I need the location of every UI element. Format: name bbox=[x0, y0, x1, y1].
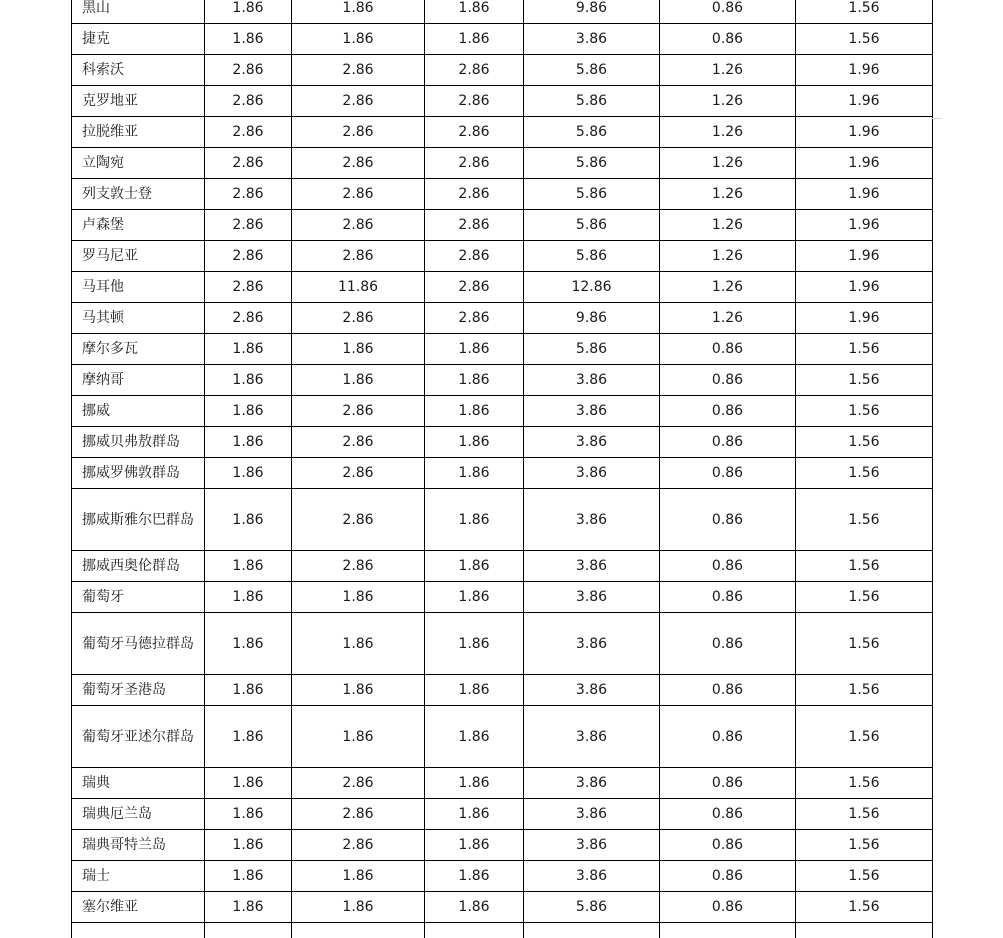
region-name-cell: 摩尔多瓦 bbox=[72, 334, 205, 365]
rate-cell: 2.86 bbox=[292, 55, 425, 86]
rate-cell: 1.26 bbox=[660, 117, 796, 148]
table-row bbox=[72, 861, 933, 892]
table-row bbox=[72, 923, 933, 938]
rate-cell: 2.86 bbox=[425, 55, 524, 86]
rate-cell bbox=[205, 923, 292, 938]
rate-cell: 1.86 bbox=[425, 830, 524, 861]
rate-cell: 1.86 bbox=[292, 892, 425, 923]
table-row bbox=[72, 0, 933, 24]
rate-cell: 3.86 bbox=[524, 799, 660, 830]
table-row bbox=[72, 241, 933, 272]
rate-cell: 1.86 bbox=[205, 551, 292, 582]
rate-cell: 1.86 bbox=[425, 489, 524, 551]
table-row bbox=[72, 272, 933, 303]
rate-cell: 1.86 bbox=[205, 892, 292, 923]
rate-cell: 1.86 bbox=[205, 334, 292, 365]
rate-cell: 1.86 bbox=[205, 489, 292, 551]
rate-cell: 1.56 bbox=[796, 0, 933, 24]
rate-cell: 2.86 bbox=[205, 55, 292, 86]
table-row bbox=[72, 365, 933, 396]
table-row bbox=[72, 179, 933, 210]
rate-cell: 2.86 bbox=[205, 179, 292, 210]
rate-cell: 5.86 bbox=[524, 117, 660, 148]
rate-cell: 1.86 bbox=[425, 396, 524, 427]
rate-cell: 1.56 bbox=[796, 334, 933, 365]
rate-cell: 12.86 bbox=[524, 272, 660, 303]
region-name-cell: 捷克 bbox=[72, 24, 205, 55]
table-row bbox=[72, 210, 933, 241]
rate-cell: 1.86 bbox=[425, 551, 524, 582]
rate-cell: 1.86 bbox=[205, 396, 292, 427]
region-name-cell: 卢森堡 bbox=[72, 210, 205, 241]
rate-cell: 1.56 bbox=[796, 489, 933, 551]
rate-cell: 1.86 bbox=[292, 0, 425, 24]
rate-cell: 0.86 bbox=[660, 861, 796, 892]
rate-cell: 2.86 bbox=[292, 86, 425, 117]
rate-cell: 5.86 bbox=[524, 179, 660, 210]
rates-table-body bbox=[72, 0, 933, 938]
rate-cell: 0.86 bbox=[660, 458, 796, 489]
rate-cell: 1.56 bbox=[796, 365, 933, 396]
rate-cell: 1.86 bbox=[205, 675, 292, 706]
rate-cell: 5.86 bbox=[524, 86, 660, 117]
rate-cell: 1.86 bbox=[205, 613, 292, 675]
table-row bbox=[72, 613, 933, 675]
region-name-cell: 挪威罗佛敦群岛 bbox=[72, 458, 205, 489]
table-row bbox=[72, 303, 933, 334]
rate-cell: 2.86 bbox=[292, 303, 425, 334]
rate-cell: 5.86 bbox=[524, 210, 660, 241]
table-row bbox=[72, 799, 933, 830]
rate-cell: 5.86 bbox=[524, 55, 660, 86]
rate-cell: 1.56 bbox=[796, 582, 933, 613]
rate-cell: 2.86 bbox=[205, 210, 292, 241]
rate-cell: 2.86 bbox=[292, 551, 425, 582]
rate-cell: 1.86 bbox=[205, 768, 292, 799]
rate-cell: 1.86 bbox=[205, 582, 292, 613]
region-name-cell: 瑞典 bbox=[72, 768, 205, 799]
table-row bbox=[72, 427, 933, 458]
rate-cell: 3.86 bbox=[524, 768, 660, 799]
region-name-cell: 瑞士 bbox=[72, 861, 205, 892]
rate-cell: 1.86 bbox=[205, 24, 292, 55]
rate-cell: 1.26 bbox=[660, 303, 796, 334]
rate-cell: 2.86 bbox=[425, 86, 524, 117]
rate-cell: 2.86 bbox=[292, 148, 425, 179]
table-row bbox=[72, 706, 933, 768]
rate-cell: 3.86 bbox=[524, 613, 660, 675]
rate-cell: 1.86 bbox=[292, 706, 425, 768]
rate-cell: 1.56 bbox=[796, 892, 933, 923]
rate-cell: 2.86 bbox=[292, 830, 425, 861]
rate-cell: 1.96 bbox=[796, 210, 933, 241]
table-row bbox=[72, 148, 933, 179]
rate-cell: 1.96 bbox=[796, 241, 933, 272]
rate-cell: 1.96 bbox=[796, 86, 933, 117]
rate-cell: 1.96 bbox=[796, 117, 933, 148]
rate-cell: 5.86 bbox=[524, 241, 660, 272]
rate-cell: 2.86 bbox=[205, 241, 292, 272]
rate-cell: 2.86 bbox=[292, 179, 425, 210]
rate-cell: 1.56 bbox=[796, 551, 933, 582]
rate-cell: 3.86 bbox=[524, 551, 660, 582]
rate-cell: 3.86 bbox=[524, 24, 660, 55]
table-row bbox=[72, 117, 933, 148]
rate-cell: 1.86 bbox=[425, 365, 524, 396]
rate-cell: 1.86 bbox=[205, 830, 292, 861]
rate-cell: 0.86 bbox=[660, 0, 796, 24]
rate-cell: 1.86 bbox=[425, 582, 524, 613]
rate-cell: 2.86 bbox=[205, 86, 292, 117]
rate-cell: 2.86 bbox=[292, 768, 425, 799]
rate-cell: 1.56 bbox=[796, 861, 933, 892]
rate-cell: 2.86 bbox=[205, 117, 292, 148]
rate-cell: 1.86 bbox=[425, 458, 524, 489]
table-row bbox=[72, 830, 933, 861]
rate-cell: 0.86 bbox=[660, 551, 796, 582]
rate-cell: 3.86 bbox=[524, 582, 660, 613]
region-name-cell bbox=[72, 923, 205, 938]
rate-cell: 1.56 bbox=[796, 706, 933, 768]
rate-cell: 1.86 bbox=[205, 458, 292, 489]
region-name-cell: 科索沃 bbox=[72, 55, 205, 86]
rate-cell: 1.56 bbox=[796, 675, 933, 706]
rate-cell: 1.86 bbox=[205, 706, 292, 768]
table-row bbox=[72, 892, 933, 923]
rate-cell: 0.86 bbox=[660, 706, 796, 768]
region-name-cell: 马其顿 bbox=[72, 303, 205, 334]
region-name-cell: 列支敦士登 bbox=[72, 179, 205, 210]
rate-cell: 0.86 bbox=[660, 675, 796, 706]
region-name-cell: 葡萄牙 bbox=[72, 582, 205, 613]
rate-cell: 1.86 bbox=[205, 0, 292, 24]
page-edge-mark bbox=[932, 118, 942, 119]
rate-cell: 1.86 bbox=[205, 799, 292, 830]
rate-cell: 0.86 bbox=[660, 613, 796, 675]
rate-cell: 3.86 bbox=[524, 489, 660, 551]
rate-cell: 1.86 bbox=[292, 613, 425, 675]
rate-cell: 0.86 bbox=[660, 830, 796, 861]
table-row bbox=[72, 24, 933, 55]
rate-cell: 2.86 bbox=[292, 241, 425, 272]
region-name-cell: 挪威西奥伦群岛 bbox=[72, 551, 205, 582]
table-row bbox=[72, 768, 933, 799]
rate-cell: 1.56 bbox=[796, 799, 933, 830]
rate-cell: 1.86 bbox=[425, 706, 524, 768]
rate-cell: 1.86 bbox=[425, 892, 524, 923]
rate-cell: 3.86 bbox=[524, 396, 660, 427]
rate-cell: 0.86 bbox=[660, 334, 796, 365]
rate-cell: 1.96 bbox=[796, 148, 933, 179]
region-name-cell: 立陶宛 bbox=[72, 148, 205, 179]
rate-cell: 2.86 bbox=[292, 458, 425, 489]
rate-cell: 3.86 bbox=[524, 427, 660, 458]
rate-cell: 1.56 bbox=[796, 396, 933, 427]
rate-cell: 0.86 bbox=[660, 489, 796, 551]
region-name-cell: 罗马尼亚 bbox=[72, 241, 205, 272]
rate-cell: 2.86 bbox=[292, 799, 425, 830]
rate-cell: 5.86 bbox=[524, 334, 660, 365]
table-row bbox=[72, 582, 933, 613]
rate-cell: 1.86 bbox=[292, 675, 425, 706]
region-name-cell: 葡萄牙圣港岛 bbox=[72, 675, 205, 706]
rate-cell: 5.86 bbox=[524, 148, 660, 179]
rate-cell: 1.86 bbox=[292, 365, 425, 396]
region-name-cell: 挪威贝弗敖群岛 bbox=[72, 427, 205, 458]
rate-cell: 1.86 bbox=[205, 427, 292, 458]
rate-cell: 1.86 bbox=[425, 768, 524, 799]
rate-cell: 0.86 bbox=[660, 799, 796, 830]
rate-cell: 2.86 bbox=[292, 489, 425, 551]
rate-cell: 0.86 bbox=[660, 892, 796, 923]
table-row bbox=[72, 675, 933, 706]
rate-cell: 1.86 bbox=[425, 427, 524, 458]
rate-cell: 3.86 bbox=[524, 706, 660, 768]
rate-cell: 5.86 bbox=[524, 892, 660, 923]
rate-cell: 2.86 bbox=[292, 117, 425, 148]
region-name-cell: 摩纳哥 bbox=[72, 365, 205, 396]
rate-cell: 3.86 bbox=[524, 458, 660, 489]
rate-cell: 2.86 bbox=[292, 210, 425, 241]
rate-cell: 2.86 bbox=[205, 303, 292, 334]
rate-cell: 1.26 bbox=[660, 241, 796, 272]
rate-cell: 1.96 bbox=[796, 55, 933, 86]
rate-cell: 3.86 bbox=[524, 365, 660, 396]
rate-cell: 3.86 bbox=[524, 861, 660, 892]
rate-cell: 2.86 bbox=[425, 117, 524, 148]
rate-cell: 1.26 bbox=[660, 272, 796, 303]
region-name-cell: 挪威 bbox=[72, 396, 205, 427]
rate-cell: 1.56 bbox=[796, 613, 933, 675]
rate-cell: 2.86 bbox=[425, 303, 524, 334]
rate-cell: 1.86 bbox=[292, 24, 425, 55]
rate-cell: 1.56 bbox=[796, 458, 933, 489]
rate-cell: 2.86 bbox=[205, 148, 292, 179]
region-name-cell: 马耳他 bbox=[72, 272, 205, 303]
rate-cell: 1.26 bbox=[660, 148, 796, 179]
rate-cell: 1.86 bbox=[425, 613, 524, 675]
rate-cell: 1.86 bbox=[205, 365, 292, 396]
rate-cell: 0.86 bbox=[660, 582, 796, 613]
rate-cell: 2.86 bbox=[292, 396, 425, 427]
rate-cell: 9.86 bbox=[524, 303, 660, 334]
rate-cell bbox=[796, 923, 933, 938]
rate-cell: 0.86 bbox=[660, 24, 796, 55]
rate-cell: 1.26 bbox=[660, 179, 796, 210]
rate-cell: 1.86 bbox=[292, 861, 425, 892]
rate-cell: 1.86 bbox=[425, 334, 524, 365]
rate-cell: 1.56 bbox=[796, 830, 933, 861]
rate-cell: 1.86 bbox=[425, 861, 524, 892]
rate-cell: 0.86 bbox=[660, 768, 796, 799]
rate-cell: 1.56 bbox=[796, 427, 933, 458]
region-name-cell: 克罗地亚 bbox=[72, 86, 205, 117]
table-row bbox=[72, 489, 933, 551]
region-name-cell: 挪威斯雅尔巴群岛 bbox=[72, 489, 205, 551]
rate-cell: 11.86 bbox=[292, 272, 425, 303]
rate-cell: 1.86 bbox=[292, 582, 425, 613]
region-name-cell: 瑞典哥特兰岛 bbox=[72, 830, 205, 861]
rate-cell: 2.86 bbox=[292, 427, 425, 458]
rate-cell: 3.86 bbox=[524, 675, 660, 706]
table-row bbox=[72, 551, 933, 582]
rate-cell: 1.86 bbox=[425, 799, 524, 830]
rate-cell: 1.96 bbox=[796, 272, 933, 303]
rate-cell: 2.86 bbox=[425, 179, 524, 210]
rate-cell: 1.56 bbox=[796, 24, 933, 55]
rate-cell: 0.86 bbox=[660, 427, 796, 458]
rate-cell: 1.26 bbox=[660, 55, 796, 86]
rate-cell: 1.56 bbox=[796, 768, 933, 799]
rate-cell bbox=[660, 923, 796, 938]
region-name-cell: 葡萄牙马德拉群岛 bbox=[72, 613, 205, 675]
region-name-cell: 塞尔维亚 bbox=[72, 892, 205, 923]
table-row bbox=[72, 396, 933, 427]
rate-cell: 1.86 bbox=[425, 0, 524, 24]
table-row bbox=[72, 334, 933, 365]
region-name-cell: 黑山 bbox=[72, 0, 205, 24]
region-name-cell: 拉脱维亚 bbox=[72, 117, 205, 148]
rates-table bbox=[71, 0, 933, 938]
rate-cell: 9.86 bbox=[524, 0, 660, 24]
rate-cell: 1.86 bbox=[425, 24, 524, 55]
rate-cell: 1.26 bbox=[660, 86, 796, 117]
table-row bbox=[72, 86, 933, 117]
rate-cell: 1.96 bbox=[796, 179, 933, 210]
rate-cell: 2.86 bbox=[425, 272, 524, 303]
rate-cell: 2.86 bbox=[205, 272, 292, 303]
rate-cell: 0.86 bbox=[660, 365, 796, 396]
rate-cell: 2.86 bbox=[425, 241, 524, 272]
rate-cell: 1.26 bbox=[660, 210, 796, 241]
rate-cell bbox=[292, 923, 425, 938]
table-row bbox=[72, 55, 933, 86]
rate-cell: 1.86 bbox=[425, 675, 524, 706]
rate-cell: 2.86 bbox=[425, 148, 524, 179]
table-row bbox=[72, 458, 933, 489]
rate-cell: 2.86 bbox=[425, 210, 524, 241]
rate-cell: 0.86 bbox=[660, 396, 796, 427]
rate-cell: 1.86 bbox=[205, 861, 292, 892]
region-name-cell: 葡萄牙亚述尔群岛 bbox=[72, 706, 205, 768]
rate-cell: 1.96 bbox=[796, 303, 933, 334]
rate-cell bbox=[425, 923, 524, 938]
rate-cell: 1.86 bbox=[292, 334, 425, 365]
rate-cell: 3.86 bbox=[524, 830, 660, 861]
region-name-cell: 瑞典厄兰岛 bbox=[72, 799, 205, 830]
rate-cell bbox=[524, 923, 660, 938]
